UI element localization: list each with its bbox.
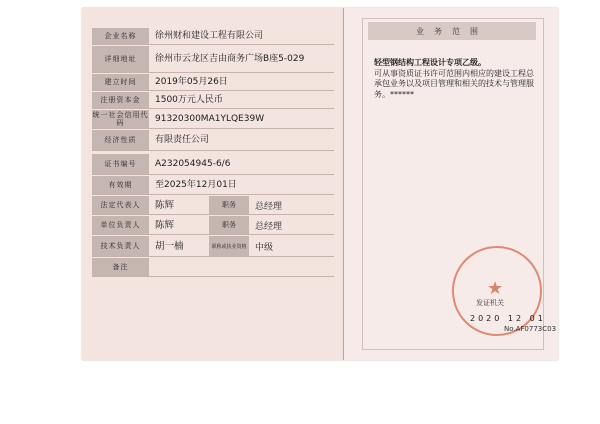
row-sublabel: 职务 [209,216,249,234]
info-row [92,28,334,45]
issuer-label: 发证机关 [476,299,504,307]
row-value: 徐州财和建设工程有限公司 [155,30,264,41]
issue-year: 2020 [470,314,503,323]
row-subvalue: 总经理 [255,201,283,212]
issue-day: 01 [529,314,546,323]
row-value: 91320300MA1YLQE39W [155,113,265,124]
info-row [92,92,334,109]
scope-text [374,58,534,100]
row-label: 注册资本金 [92,92,149,108]
certificate-number: No.AF0773C03 [504,325,557,333]
row-value [149,258,334,276]
info-row [92,130,334,151]
row-label: 企业名称 [92,28,149,44]
row-label: 有效期 [92,176,149,194]
row-label: 详细地址 [92,46,149,72]
row-value: 陈辉 [155,199,175,211]
row-label: 证书编号 [92,154,149,174]
scope-body: 可从事资质证书许可范围内相应的建设工程总承包业务以及项目管理和相关的技术与管理服务。****** [374,68,534,99]
info-row [92,74,334,91]
row-subvalue: 中级 [255,242,274,253]
info-row [92,236,334,257]
row-label: 法定代表人 [92,196,149,214]
info-row [92,196,334,215]
issue-month: 12 [507,314,525,323]
row-sublabel: 职务 [209,196,249,214]
info-row [92,216,334,235]
row-value: 至2025年12月01日 [155,179,237,190]
row-label: 技术负责人 [92,236,149,256]
row-label: 经济性质 [92,130,149,150]
row-value: 1500万元人民币 [155,94,223,105]
row-label: 统一社会信用代码 [92,111,149,127]
scope-title: 轻型钢结构工程设计专项乙级。 [374,58,486,67]
row-label: 建立时间 [92,74,149,90]
row-label: 备注 [92,258,149,276]
info-row [92,110,334,129]
row-sublabel: 职称或执业资格 [209,236,249,256]
info-row [92,176,334,195]
row-value: 有限责任公司 [155,134,210,145]
row-value: 陈辉 [155,219,175,231]
row-value: A232054945-6/6 [155,158,231,169]
info-row [92,258,334,277]
info-row [92,46,334,73]
seal-star-icon: ★ [487,278,504,299]
row-value: 2019年05月26日 [155,76,228,87]
issue-date [470,314,546,323]
row-value: 胡一楠 [155,240,184,252]
row-label: 单位负责人 [92,216,149,234]
scope-header: 业务范围 [368,22,536,40]
info-row [92,154,334,175]
row-value: 徐州市云龙区吉由商务广场B座5-029 [155,53,305,64]
row-subvalue: 总经理 [255,221,283,232]
